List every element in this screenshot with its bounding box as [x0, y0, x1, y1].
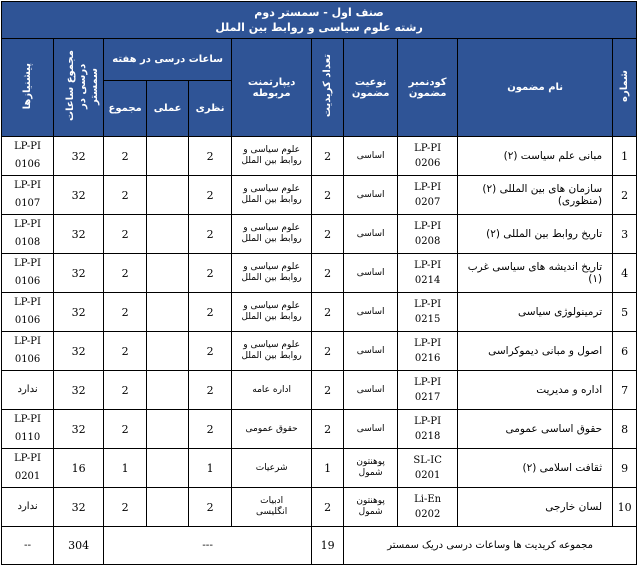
- row-subject-name: مبانی علم سیاست (۲): [458, 137, 613, 176]
- row-credits: 2: [312, 293, 344, 332]
- table-row: [2, 332, 637, 371]
- header-number: شماره: [613, 39, 637, 137]
- header-prerequisites: پیشنیازها: [2, 39, 54, 137]
- row-theory-hours: 2: [189, 332, 232, 371]
- row-code-prefix: LP-PI: [414, 182, 442, 193]
- row-theory-hours: 2: [189, 254, 232, 293]
- table-row: [2, 215, 637, 254]
- row-credits: 2: [312, 371, 344, 410]
- row-credits: 2: [312, 137, 344, 176]
- row-practical-hours: [147, 137, 189, 176]
- row-subject-name: تاریخ اندیشه های سیاسی غرب (۱): [458, 254, 613, 293]
- row-subject-type: اساسی: [344, 293, 398, 332]
- row-theory-hours: 2: [189, 410, 232, 449]
- row-credits: 2: [312, 176, 344, 215]
- row-subject-type: اساسی: [344, 410, 398, 449]
- row-subject-code: [398, 371, 458, 410]
- row-number: 2: [613, 176, 637, 215]
- row-prerequisite-line-2: 0106: [14, 276, 41, 287]
- row-total-hours: 2: [104, 371, 147, 410]
- row-number: 9: [613, 449, 637, 488]
- row-department-line-1: علوم سیاسی و: [243, 223, 300, 233]
- header-practical: عملی: [147, 81, 189, 137]
- row-theory-hours: 2: [189, 137, 232, 176]
- row-number: 4: [613, 254, 637, 293]
- header-subject-code: کودنمبر مضمون: [398, 39, 458, 137]
- row-department: [232, 293, 312, 332]
- row-prerequisite-line-2: 0107: [14, 198, 41, 209]
- row-subject-type: اساسی: [344, 332, 398, 371]
- row-prerequisite-line-2: 0201: [14, 471, 41, 482]
- row-semester-hours: 32: [54, 215, 104, 254]
- row-credits: 2: [312, 332, 344, 371]
- row-number: 7: [613, 371, 637, 410]
- header-credits: تعداد کریدیت: [312, 39, 344, 137]
- header-total: مجموع: [104, 81, 147, 137]
- row-department-line-2: انگلیسی: [256, 507, 288, 517]
- header-semester-total: مجموع ساعات درسی در سمستر: [54, 39, 104, 137]
- row-subject-type: اساسی: [344, 371, 398, 410]
- row-department: [232, 410, 312, 449]
- header-department: دیپارتمنت مربوطه: [232, 39, 312, 137]
- row-subject-code: [398, 215, 458, 254]
- row-subject-name: حقوق اساسی عمومی: [458, 410, 613, 449]
- row-code-number: 0217: [414, 392, 441, 403]
- table-row: [2, 137, 637, 176]
- row-department-line-2: روابط بین الملل: [241, 273, 302, 283]
- footer-semester-total: 304: [54, 527, 104, 565]
- row-prerequisite-line-1: LP-PI: [14, 180, 41, 191]
- row-practical-hours: [147, 371, 189, 410]
- row-prerequisite: [2, 410, 54, 449]
- row-department-line-1: علوم سیاسی و: [243, 145, 300, 155]
- row-subject-code: [398, 137, 458, 176]
- row-prerequisite-line-1: ندارد: [17, 501, 38, 512]
- row-total-hours: 2: [104, 488, 147, 527]
- table-row: [2, 449, 637, 488]
- row-subject-code: [398, 488, 458, 527]
- row-subject-name: اصول و مبانی دیموکراسی: [458, 332, 613, 371]
- title-line-1: صنف اول - سمستر دوم: [254, 6, 384, 19]
- row-semester-hours: 32: [54, 137, 104, 176]
- row-department: [232, 254, 312, 293]
- footer-prerequisite-dash: --: [2, 527, 54, 565]
- row-credits: 1: [312, 449, 344, 488]
- table-row: [2, 488, 637, 527]
- row-code-prefix: SL-IC: [413, 455, 442, 466]
- row-prerequisite-line-2: 0106: [14, 159, 41, 170]
- row-semester-hours: 32: [54, 488, 104, 527]
- footer-credits: 19: [312, 527, 344, 565]
- row-subject-name: ثقافت اسلامی (۲): [458, 449, 613, 488]
- table-row: [2, 371, 637, 410]
- row-subject-type: پوهنتون شمول: [344, 488, 398, 527]
- row-department-line-1: علوم سیاسی و: [243, 301, 300, 311]
- table-body: [2, 137, 637, 527]
- row-prerequisite-line-2: 0106: [14, 315, 41, 326]
- row-department-line-1: حقوق عمومی: [245, 423, 298, 434]
- row-total-hours: 2: [104, 293, 147, 332]
- row-subject-name: سازمان های بین المللی (۲) (منظوری): [458, 176, 613, 215]
- row-code-number: 0201: [414, 470, 441, 481]
- row-department: [232, 176, 312, 215]
- row-theory-hours: 2: [189, 371, 232, 410]
- row-subject-name: لسان خارجی: [458, 488, 613, 527]
- row-practical-hours: [147, 254, 189, 293]
- row-department: [232, 488, 312, 527]
- row-department-line-2: روابط بین الملل: [241, 195, 302, 205]
- row-prerequisite-line-1: ندارد: [17, 384, 38, 395]
- row-subject-code: [398, 293, 458, 332]
- row-subject-type: اساسی: [344, 254, 398, 293]
- table-footer: [2, 527, 637, 565]
- row-practical-hours: [147, 215, 189, 254]
- row-theory-hours: 2: [189, 215, 232, 254]
- row-code-number: 0216: [414, 353, 441, 364]
- title-line-2: رشته علوم سیاسی و روابط بین الملل: [215, 21, 423, 34]
- row-code-number: 0202: [414, 509, 441, 520]
- row-number: 10: [613, 488, 637, 527]
- row-number: 5: [613, 293, 637, 332]
- row-subject-code: [398, 254, 458, 293]
- row-semester-hours: 32: [54, 410, 104, 449]
- row-department-line-2: روابط بین الملل: [241, 234, 302, 244]
- row-prerequisite-line-1: LP-PI: [14, 453, 41, 464]
- row-department-line-2: روابط بین الملل: [241, 351, 302, 361]
- row-subject-type: پوهنتون شمول: [344, 449, 398, 488]
- row-practical-hours: [147, 410, 189, 449]
- row-prerequisite: [2, 215, 54, 254]
- row-subject-code: [398, 410, 458, 449]
- row-theory-hours: 2: [189, 488, 232, 527]
- curriculum-table: [1, 1, 637, 565]
- row-semester-hours: 32: [54, 254, 104, 293]
- row-number: 8: [613, 410, 637, 449]
- row-prerequisite-line-2: 0106: [14, 354, 41, 365]
- row-prerequisite-line-1: LP-PI: [14, 219, 41, 230]
- row-total-hours: 2: [104, 137, 147, 176]
- row-total-hours: 2: [104, 410, 147, 449]
- row-code-prefix: Li-En: [414, 494, 442, 505]
- footer-hours-dash: ---: [104, 527, 312, 565]
- row-prerequisite: [2, 371, 54, 410]
- row-prerequisite: [2, 176, 54, 215]
- row-number: 1: [613, 137, 637, 176]
- row-total-hours: 2: [104, 176, 147, 215]
- row-number: 3: [613, 215, 637, 254]
- row-practical-hours: [147, 488, 189, 527]
- row-prerequisite: [2, 254, 54, 293]
- row-credits: 2: [312, 215, 344, 254]
- row-prerequisite: [2, 332, 54, 371]
- row-department: [232, 215, 312, 254]
- table-title: [2, 2, 637, 39]
- row-code-prefix: LP-PI: [414, 143, 442, 154]
- row-practical-hours: [147, 449, 189, 488]
- table-row: [2, 176, 637, 215]
- row-credits: 2: [312, 410, 344, 449]
- row-subject-name: تاریخ روابط بین المللی (۲): [458, 215, 613, 254]
- row-prerequisite-line-1: LP-PI: [14, 414, 41, 425]
- row-department-line-2: روابط بین الملل: [241, 156, 302, 166]
- row-code-prefix: LP-PI: [414, 221, 442, 232]
- row-code-prefix: LP-PI: [414, 299, 442, 310]
- row-prerequisite: [2, 488, 54, 527]
- row-department: [232, 449, 312, 488]
- footer-row: [2, 527, 637, 565]
- row-semester-hours: 32: [54, 176, 104, 215]
- row-code-number: 0208: [414, 236, 441, 247]
- row-semester-hours: 32: [54, 332, 104, 371]
- row-subject-code: [398, 332, 458, 371]
- row-department: [232, 371, 312, 410]
- row-code-number: 0207: [414, 197, 441, 208]
- row-code-number: 0215: [414, 314, 441, 325]
- row-prerequisite-line-1: LP-PI: [14, 258, 41, 269]
- row-subject-name: اداره و مدیریت: [458, 371, 613, 410]
- row-theory-hours: 1: [189, 449, 232, 488]
- row-code-number: 0218: [414, 431, 441, 442]
- row-credits: 2: [312, 254, 344, 293]
- row-prerequisite-line-1: LP-PI: [14, 336, 41, 347]
- table-row: [2, 410, 637, 449]
- header-subject-name: نام مضمون: [458, 39, 613, 137]
- row-subject-code: [398, 449, 458, 488]
- row-department: [232, 332, 312, 371]
- row-semester-hours: 32: [54, 371, 104, 410]
- row-total-hours: 2: [104, 332, 147, 371]
- row-department-line-1: علوم سیاسی و: [243, 340, 300, 350]
- footer-label: مجموعه کریدیت ها وساعات درسی دریک سمستر: [344, 527, 637, 565]
- row-department-line-1: علوم سیاسی و: [243, 184, 300, 194]
- row-theory-hours: 2: [189, 176, 232, 215]
- row-practical-hours: [147, 293, 189, 332]
- row-code-prefix: LP-PI: [414, 377, 442, 388]
- row-credits: 2: [312, 488, 344, 527]
- header-theory: نظری: [189, 81, 232, 137]
- row-subject-type: اساسی: [344, 215, 398, 254]
- row-prerequisite: [2, 137, 54, 176]
- row-subject-code: [398, 176, 458, 215]
- row-subject-name: ترمینولوژی سیاسی: [458, 293, 613, 332]
- row-prerequisite: [2, 293, 54, 332]
- curriculum-table-wrapper: [1, 1, 632, 555]
- row-department-line-1: علوم سیاسی و: [243, 262, 300, 272]
- row-prerequisite: [2, 449, 54, 488]
- row-code-prefix: LP-PI: [414, 416, 442, 427]
- row-semester-hours: 16: [54, 449, 104, 488]
- row-prerequisite-line-1: LP-PI: [14, 297, 41, 308]
- row-prerequisite-line-1: LP-PI: [14, 141, 41, 152]
- header-weekly-hours: ساعات درسی در هفته: [104, 39, 232, 81]
- row-prerequisite-line-2: 0108: [14, 237, 41, 248]
- row-subject-type: اساسی: [344, 176, 398, 215]
- row-code-prefix: LP-PI: [414, 338, 442, 349]
- row-number: 6: [613, 332, 637, 371]
- row-total-hours: 1: [104, 449, 147, 488]
- row-total-hours: 2: [104, 215, 147, 254]
- table-row: [2, 254, 637, 293]
- row-code-number: 0214: [414, 275, 441, 286]
- row-department: [232, 137, 312, 176]
- row-total-hours: 2: [104, 254, 147, 293]
- row-practical-hours: [147, 332, 189, 371]
- row-subject-type: اساسی: [344, 137, 398, 176]
- table-row: [2, 293, 637, 332]
- row-theory-hours: 2: [189, 293, 232, 332]
- row-department-line-1: ادبیات: [260, 496, 284, 506]
- row-department-line-1: اداره عامه: [252, 384, 291, 395]
- header-subject-type: نوعیت مضمون: [344, 39, 398, 137]
- row-semester-hours: 32: [54, 293, 104, 332]
- row-department-line-2: روابط بین الملل: [241, 312, 302, 322]
- row-department-line-1: شرعیات: [255, 462, 288, 473]
- row-code-number: 0206: [414, 158, 441, 169]
- row-prerequisite-line-2: 0110: [14, 432, 41, 443]
- row-practical-hours: [147, 176, 189, 215]
- row-code-prefix: LP-PI: [414, 260, 442, 271]
